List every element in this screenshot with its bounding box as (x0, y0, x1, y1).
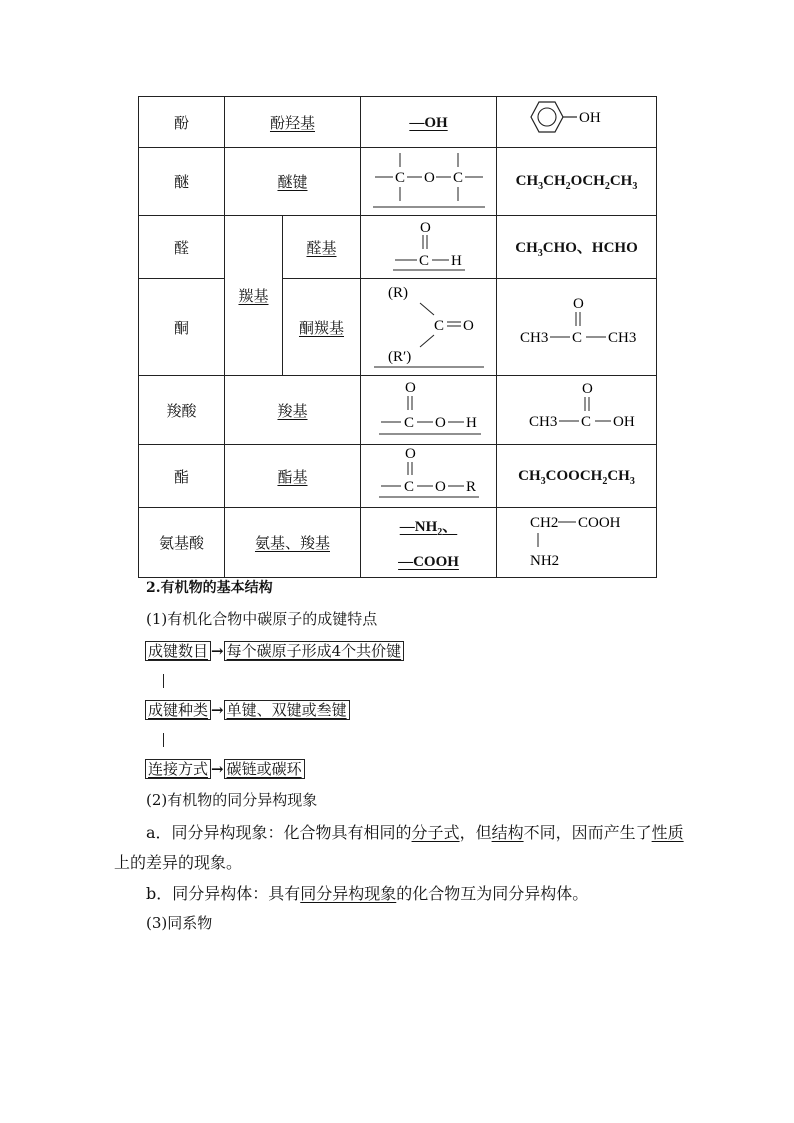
subsection-title: (3)同系物 (146, 914, 213, 932)
underlined-term: 结构 (491, 823, 524, 842)
methyl-label: CH3 (528, 414, 557, 430)
flow-right-box: 碳链或碳环 (224, 759, 305, 779)
oxygen-label: O (404, 446, 416, 462)
example-cell (497, 376, 657, 445)
formula-cell (361, 97, 497, 148)
class-cell: 酯 (139, 445, 225, 508)
group-cell (225, 508, 361, 578)
flow-connector (163, 733, 164, 747)
table-row (139, 445, 657, 508)
example-cell (497, 445, 657, 508)
carbon-label: C (433, 318, 444, 334)
table-row (139, 376, 657, 445)
acetic-acid-structure (507, 377, 647, 439)
subsection-title: (2)有机物的同分异构现象 (146, 791, 318, 809)
section-heading: 2.有机物的基本结构 (146, 580, 273, 596)
ether-structure (369, 149, 489, 211)
subgroup-cell (283, 279, 361, 376)
formula-cell (361, 508, 497, 578)
oxygen-label: O (434, 415, 446, 431)
carbon-label: C (403, 415, 414, 431)
formula-cell (361, 376, 497, 445)
hydrogen-label: H (450, 253, 462, 269)
oxygen-label: O (434, 479, 446, 495)
carbon-label: C (580, 414, 591, 430)
underlined-term: 性质 (651, 823, 684, 842)
example-cell (497, 279, 657, 376)
table-row (139, 148, 657, 216)
carbon-label: C (452, 169, 463, 186)
bonding-flow-row (145, 699, 350, 720)
oxygen-label: O (404, 380, 416, 396)
carbon-label: C (418, 253, 429, 269)
amino-label: NH2 (529, 552, 559, 569)
table-row (139, 508, 657, 578)
hydrogen-label: H (465, 415, 477, 431)
carboxyl-label: COOH (577, 514, 621, 531)
formula-cell (361, 445, 497, 508)
bonding-flow-row (145, 758, 305, 779)
definition-a-continued: 上的差异的现象。 (114, 853, 243, 872)
example-cell (497, 216, 657, 279)
methylene-label: CH2 (529, 514, 558, 531)
table-row (139, 216, 657, 279)
bonding-flow-row (145, 640, 404, 661)
arrow-right-icon: → (211, 760, 224, 778)
group-cell (225, 148, 361, 216)
amino-formula: $—NH_2$、 (399, 518, 458, 538)
class-cell: 醚 (139, 148, 225, 216)
table-row (139, 279, 657, 376)
carboxyl-formula: —COOH (398, 553, 459, 570)
example-cell (497, 148, 657, 216)
phenol-structure (517, 97, 637, 143)
group-cell (225, 376, 361, 445)
subgroup-name: 酮羰基 (298, 318, 344, 337)
r-group-label: R (465, 479, 476, 495)
oxygen-label: O (423, 169, 435, 186)
example-formula: $CH_3CHO$、HCHO (515, 239, 638, 259)
shared-group-cell (225, 216, 283, 376)
class-cell: 氨基酸 (139, 508, 225, 578)
table-row (139, 97, 657, 148)
group-name: 羰基 (238, 287, 269, 305)
oxygen-label: O (462, 318, 474, 334)
group-name: 酚羟基 (269, 113, 315, 132)
subsection-title: (1)有机化合物中碳原子的成键特点 (146, 610, 378, 628)
ester-structure (367, 445, 491, 503)
underlined-term: 同分异构现象 (300, 884, 397, 903)
aldehyde-structure (369, 216, 489, 274)
arrow-right-icon: → (211, 701, 224, 719)
flow-right-box: 单键、双键或叁键 (224, 700, 350, 720)
carbon-label: C (403, 479, 414, 495)
r-group-label: (R) (387, 285, 408, 301)
ketone-structure (364, 279, 494, 371)
group-name: 醚键 (277, 173, 308, 191)
class-cell: 酚 (139, 97, 225, 148)
flow-right-box: 每个碳原子形成4个共价键 (224, 641, 405, 661)
definition-b: b．同分异构体：具有同分异构现象的化合物互为同分异构体。 (146, 884, 589, 903)
hydroxyl-label: OH (612, 414, 635, 430)
acetone-structure (502, 290, 652, 360)
oxygen-label: O (581, 381, 593, 397)
class-cell: 羧酸 (139, 376, 225, 445)
formula-text: —OH (409, 114, 448, 131)
formula-cell (361, 216, 497, 279)
example-cell (497, 508, 657, 578)
group-name: 羧基 (277, 401, 308, 420)
r-prime-label: (R′) (387, 349, 411, 365)
group-name: 酯基 (277, 467, 308, 486)
formula-cell (361, 148, 497, 216)
example-cell (497, 97, 657, 148)
class-cell: 酮 (139, 279, 225, 376)
class-cell: 醛 (139, 216, 225, 279)
group-cell (225, 445, 361, 508)
carbon-label: C (571, 330, 582, 346)
example-formula: $CH_3CH_2OCH_2CH_3$ (515, 173, 638, 192)
flow-left-box: 连接方式 (145, 759, 211, 779)
carbon-label: C (394, 169, 405, 186)
oxygen-label: O (419, 220, 431, 236)
methyl-label: CH3 (607, 330, 636, 346)
definition-a: a．同分异构现象：化合物具有相同的分子式，但结构不同，因而产生了性质 (146, 823, 684, 842)
glycine-structure (502, 509, 652, 573)
hydroxyl-label: OH (578, 110, 601, 126)
underlined-term: 分子式 (411, 823, 460, 842)
arrow-right-icon: → (211, 642, 224, 660)
flow-connector (163, 674, 164, 688)
oxygen-label: O (572, 296, 584, 312)
functional-group-table (138, 96, 657, 578)
subgroup-name: 醛基 (306, 238, 337, 257)
group-cell (225, 97, 361, 148)
flow-left-box: 成键数目 (145, 641, 211, 661)
subgroup-cell (283, 216, 361, 279)
example-formula: $CH_3COOCH_2CH_3$ (518, 467, 635, 487)
formula-cell (361, 279, 497, 376)
group-name: 氨基、羧基 (254, 534, 330, 552)
flow-left-box: 成键种类 (145, 700, 211, 720)
methyl-label: CH3 (519, 330, 548, 346)
carboxyl-structure (367, 376, 491, 440)
